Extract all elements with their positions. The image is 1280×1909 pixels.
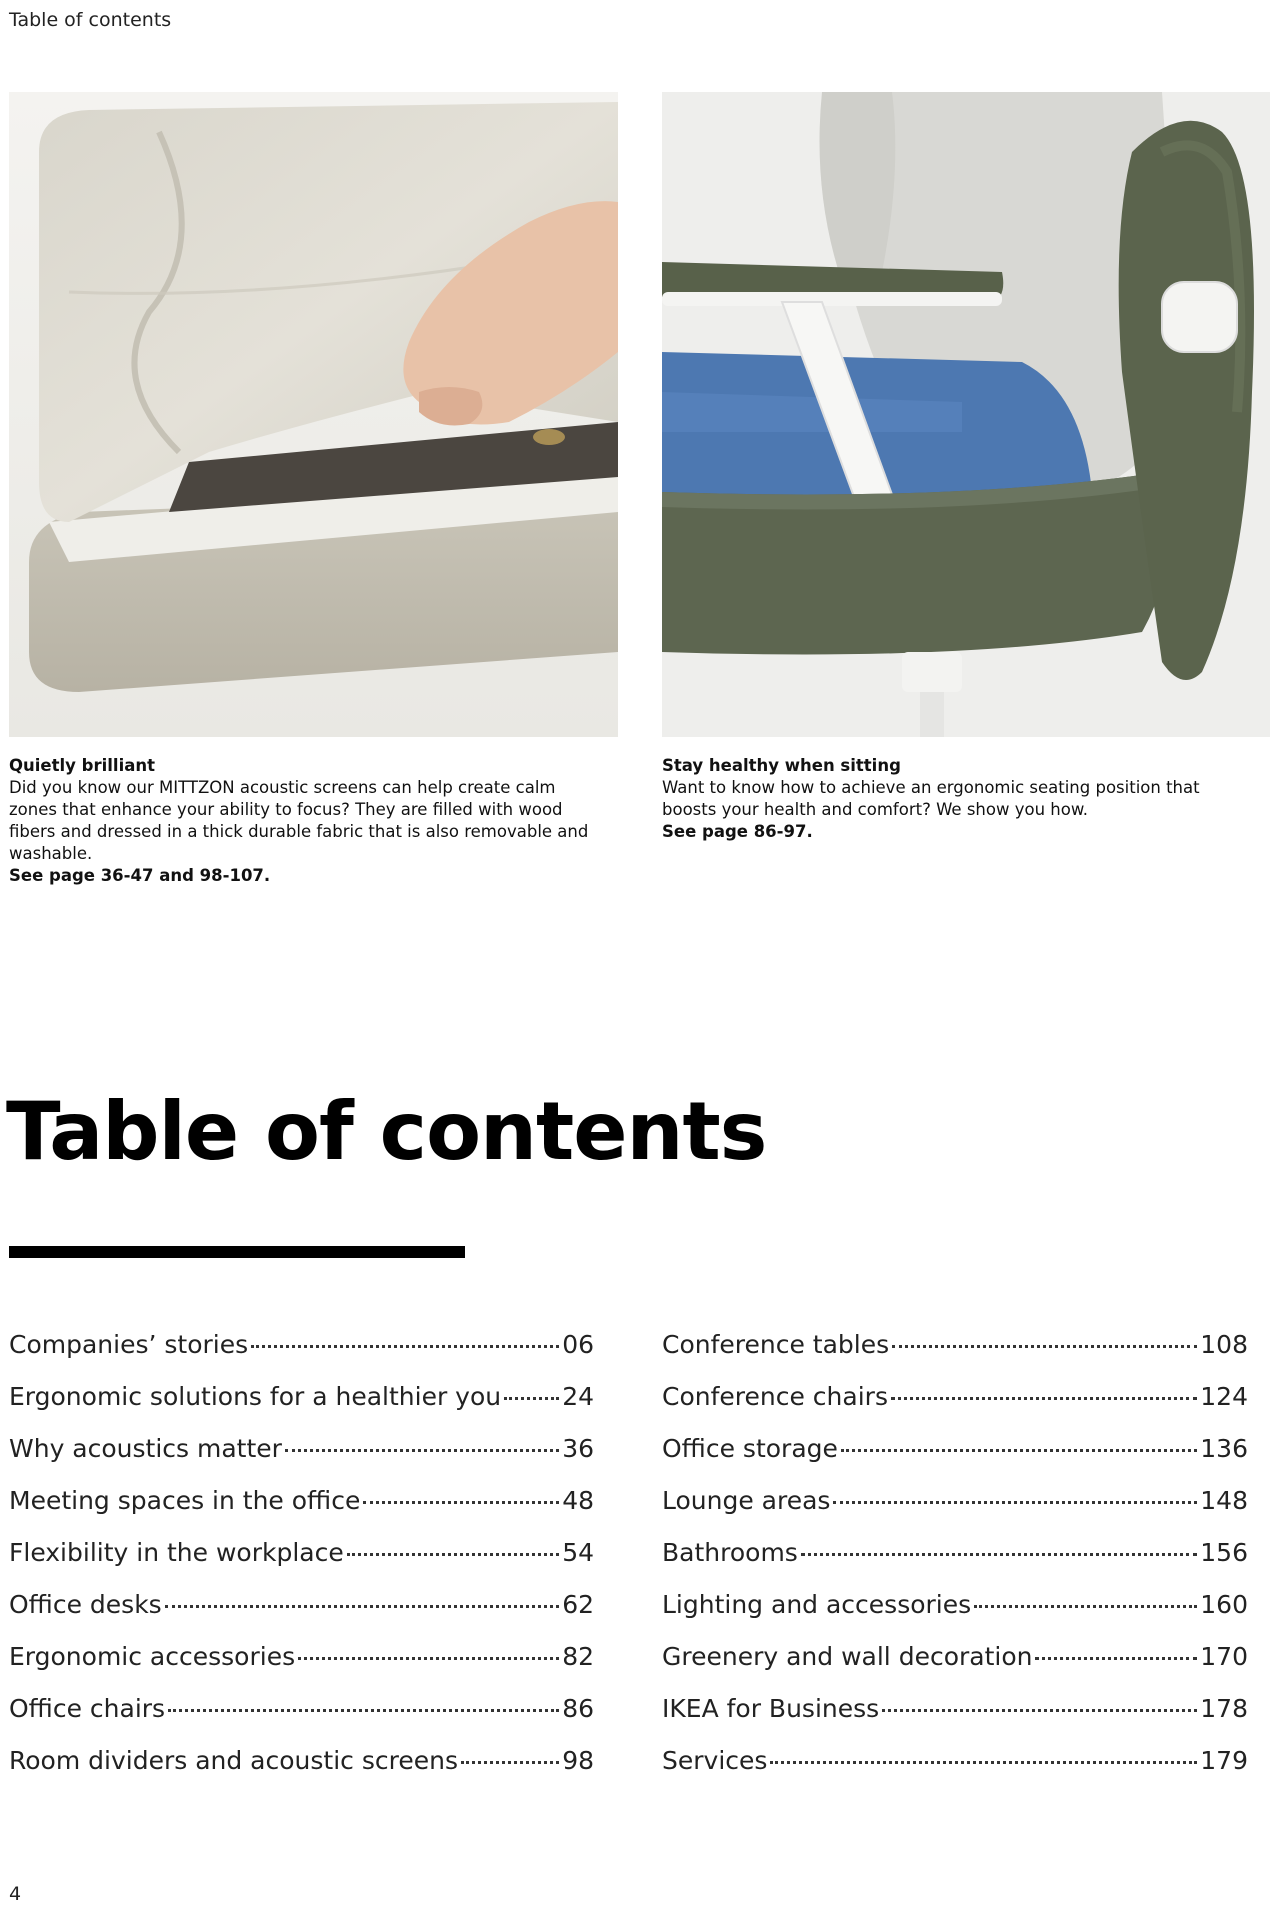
toc-leader-dots <box>841 1449 1197 1452</box>
toc-leader-dots <box>298 1657 559 1660</box>
heading-rule <box>9 1246 465 1258</box>
feature-body: Want to know how to achieve an ergonomic seating position that boosts your health and comfort? We show you how. <box>662 778 1200 819</box>
toc-entry-page: 108 <box>1200 1330 1248 1359</box>
toc-entry[interactable] <box>9 1590 594 1642</box>
toc-entry-label: Why acoustics matter <box>9 1434 282 1463</box>
running-title: Table of contents <box>9 9 172 31</box>
toc-entry[interactable] <box>662 1382 1248 1434</box>
toc-entry[interactable] <box>662 1694 1248 1746</box>
toc-entry-label: Office storage <box>662 1434 838 1463</box>
toc-entry[interactable] <box>9 1434 594 1486</box>
toc-entry[interactable] <box>662 1590 1248 1642</box>
toc-entry-label: Lounge areas <box>662 1486 831 1515</box>
feature-caption-quietly-brilliant <box>9 755 589 887</box>
toc-entry-page: 36 <box>562 1434 594 1463</box>
toc-entry-label: Conference tables <box>662 1330 890 1359</box>
toc-entry[interactable] <box>662 1434 1248 1486</box>
toc-leader-dots <box>251 1345 559 1348</box>
toc-entry-page: 170 <box>1200 1642 1248 1671</box>
feature-title: Quietly brilliant <box>9 756 156 775</box>
toc-entry[interactable] <box>662 1330 1248 1382</box>
toc-entry-page: 136 <box>1200 1434 1248 1463</box>
feature-body: Did you know our MITTZON acoustic screens can help create calm zones that enhance your ability to focus? They are filled with wood fibers and dressed in a thick durable fabric that is also removable and washable. <box>9 778 589 863</box>
toc-entry-label: Flexibility in the workplace <box>9 1538 344 1567</box>
toc-leader-dots <box>363 1501 559 1504</box>
toc-entry[interactable] <box>9 1642 594 1694</box>
toc-entry-label: Office chairs <box>9 1694 166 1723</box>
toc-entry[interactable] <box>9 1486 594 1538</box>
toc-entry-label: Lighting and accessories <box>662 1590 972 1619</box>
toc-entry-label: Companies’ stories <box>9 1330 249 1359</box>
toc-leader-dots <box>347 1553 559 1556</box>
toc-entry-page: 124 <box>1200 1382 1248 1411</box>
toc-entry[interactable] <box>662 1538 1248 1590</box>
toc-entry-page: 148 <box>1200 1486 1248 1515</box>
toc-entry-page: 156 <box>1200 1538 1248 1567</box>
toc-leader-dots <box>882 1709 1197 1712</box>
toc-entry[interactable] <box>662 1642 1248 1694</box>
toc-leader-dots <box>833 1501 1197 1504</box>
toc-entry-label: Meeting spaces in the office <box>9 1486 361 1515</box>
toc-leader-dots <box>770 1761 1197 1764</box>
toc-entry-label: Ergonomic solutions for a healthier you <box>9 1382 502 1411</box>
toc-heading: Table of contents <box>6 1085 767 1178</box>
toc-entry-page: 86 <box>562 1694 594 1723</box>
toc-entry-label: Bathrooms <box>662 1538 798 1567</box>
toc-leader-dots <box>891 1397 1197 1400</box>
toc-column-left <box>9 1330 594 1798</box>
toc-leader-dots <box>504 1397 559 1400</box>
toc-entry[interactable] <box>9 1538 594 1590</box>
toc-leader-dots <box>165 1605 559 1608</box>
feature-page-reference: See page 86-97. <box>662 822 813 841</box>
toc-entry-page: 06 <box>562 1330 594 1359</box>
toc-entry-page: 179 <box>1200 1746 1248 1775</box>
toc-leader-dots <box>168 1709 559 1712</box>
toc-leader-dots <box>461 1761 559 1764</box>
toc-entry-label: Conference chairs <box>662 1382 888 1411</box>
feature-title: Stay healthy when sitting <box>662 756 901 775</box>
toc-entry-page: 82 <box>562 1642 594 1671</box>
acoustic-screen-photo <box>9 92 618 737</box>
toc-column-right <box>662 1330 1248 1798</box>
page-number: 4 <box>9 1883 22 1905</box>
office-chair-photo <box>662 92 1270 737</box>
feature-caption-stay-healthy <box>662 755 1242 843</box>
toc-entry-page: 178 <box>1200 1694 1248 1723</box>
toc-entry[interactable] <box>9 1382 594 1434</box>
toc-entry-page: 62 <box>562 1590 594 1619</box>
toc-leader-dots <box>1035 1657 1197 1660</box>
toc-entry-label: Services <box>662 1746 768 1775</box>
toc-leader-dots <box>285 1449 559 1452</box>
toc-entry-label: Room dividers and acoustic screens <box>9 1746 458 1775</box>
toc-entry[interactable] <box>662 1746 1248 1798</box>
toc-entry-page: 98 <box>562 1746 594 1775</box>
toc-entry[interactable] <box>9 1694 594 1746</box>
toc-entry-label: Greenery and wall decoration <box>662 1642 1033 1671</box>
toc-leader-dots <box>974 1605 1197 1608</box>
toc-entry-page: 48 <box>562 1486 594 1515</box>
toc-entry-label: Office desks <box>9 1590 162 1619</box>
toc-entry[interactable] <box>9 1330 594 1382</box>
toc-entry[interactable] <box>9 1746 594 1798</box>
toc-entry[interactable] <box>662 1486 1248 1538</box>
toc-entry-label: Ergonomic accessories <box>9 1642 296 1671</box>
toc-entry-page: 160 <box>1200 1590 1248 1619</box>
feature-page-reference: See page 36-47 and 98-107. <box>9 866 271 885</box>
toc-entry-page: 24 <box>562 1382 594 1411</box>
toc-leader-dots <box>892 1345 1197 1348</box>
toc-leader-dots <box>801 1553 1197 1556</box>
toc-entry-page: 54 <box>562 1538 594 1567</box>
toc-entry-label: IKEA for Business <box>662 1694 880 1723</box>
